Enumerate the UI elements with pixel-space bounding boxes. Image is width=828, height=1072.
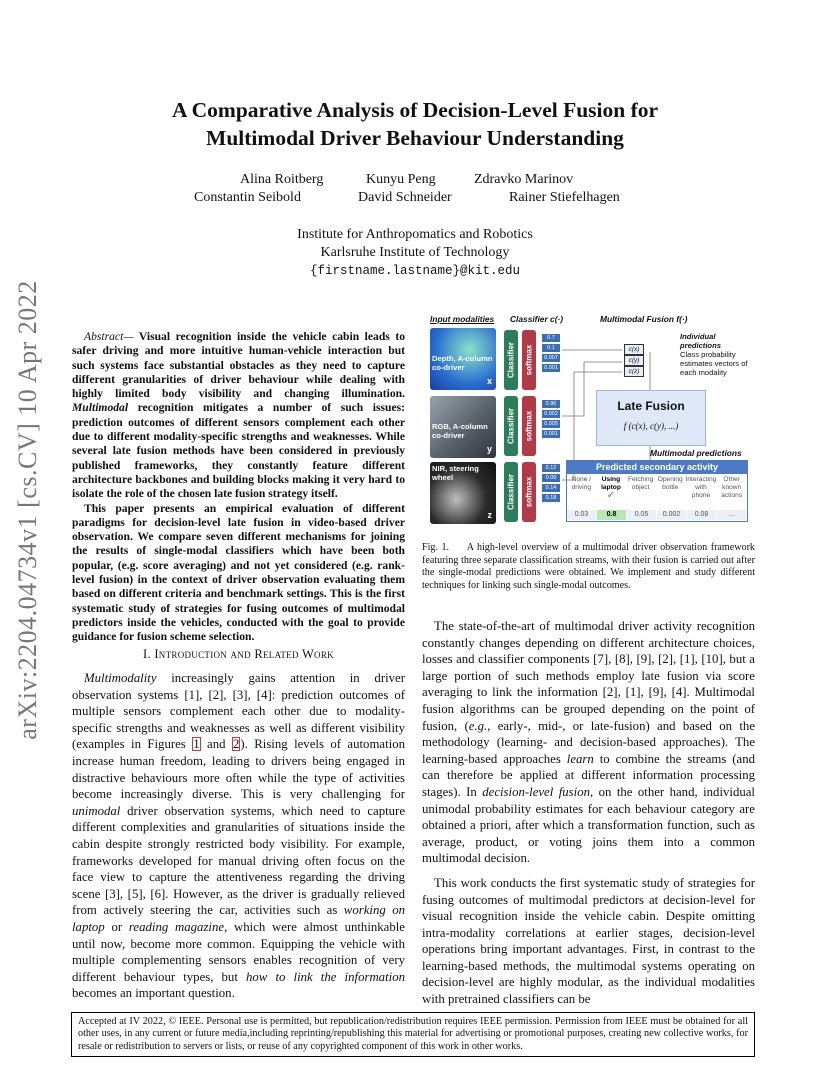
intro-em-unimodal: unimodal — [72, 803, 121, 818]
intro-text: and — [200, 737, 232, 752]
paper-title — [120, 96, 710, 152]
class-label: Interacting with phone — [686, 474, 718, 510]
c-x-box: c(x) — [624, 344, 644, 355]
right-text: to combine the streams (and can therefore be applied at different information processing stages). In — [422, 751, 756, 799]
modality-label: Depth, A-column co-driver — [432, 354, 493, 372]
softmax-block: softmax — [522, 330, 536, 390]
affiliation-institute: Institute for Anthropomatics and Robotics — [297, 227, 533, 242]
classifier-block: Classifier — [504, 462, 518, 522]
title-line-1: A Comparative Analysis of Decision-Level Fusion for — [171, 98, 659, 122]
author-6: Rainer Stiefelhagen — [509, 190, 620, 205]
intro-text: increasingly gains attention in driver observation systems [1], [2], [3], [4]: prediction outcomes of multiple sensors complement each other due to modality-specific strengths and weaknesses as well as different visibility (examples in Figures — [72, 671, 405, 752]
arxiv-watermark — [8, 280, 48, 740]
author-2: Kunyu Peng — [366, 172, 436, 187]
softmax-block: softmax — [522, 396, 536, 456]
fig-input-label: Input modalities — [430, 314, 495, 324]
author-1: Alina Roitberg — [240, 172, 324, 187]
intro-em-laptop: working on laptop — [72, 903, 405, 934]
caption-text: A high-level overview of a multimodal driver observation framework featuring three separate classification streams, with their fusion is carried out after the single-modal predictions were obtained. We implement and study different techniques for linking such single-modal outcomes. — [422, 542, 755, 591]
author-5: David Schneider — [358, 190, 452, 205]
intro-em-multimodality: Multimodality — [84, 671, 157, 685]
author-3: Zdravko Marinov — [474, 172, 574, 187]
figure-2-link[interactable]: 2 — [232, 737, 240, 752]
class-label-highlight: Using laptop ✓ — [597, 474, 627, 510]
class-score-highlight: 0.8 — [597, 510, 627, 520]
late-fusion-box: Late Fusion f (c(x), c(y), ...) — [596, 390, 706, 446]
score-vector-x: 0.7 0.1 0.007 0.001 — [542, 334, 560, 374]
class-label: Opening bottle — [656, 474, 686, 510]
individual-predictions-note: Individual predictions Class probability estimates vectors of each modality — [680, 332, 748, 377]
class-score: 0.03 — [567, 510, 597, 520]
intro-text: or — [104, 919, 129, 934]
right-em: e.g. — [468, 718, 488, 733]
score-vector-z: 0.12 0.09 0.14 0.18 — [542, 464, 560, 504]
classifier-block: Classifier — [504, 396, 518, 456]
predicted-activity-table — [566, 460, 748, 522]
caption-label: Fig. 1. — [422, 542, 450, 553]
class-label: Other known actions — [717, 474, 747, 510]
figure-1-link[interactable]: 1 — [193, 737, 200, 752]
multimodal-predictions-label: Multimodal predictions — [650, 448, 742, 458]
class-label: None / driving — [567, 474, 597, 510]
abstract-text-1: Visual recognition inside the vehicle cabin leads to safer driving and more intuitive human-vehicle interaction but such systems face substantial obstacles as they need to capture different granularities of driver behaviour while dealing with highly limited body visibility and changing illumination. — [72, 330, 405, 401]
intro-paragraph — [72, 670, 405, 1002]
abstract — [72, 330, 405, 645]
right-em: learn — [566, 751, 594, 766]
abstract-label: Abstract— — [84, 330, 134, 343]
modality-tag: z — [487, 510, 492, 520]
class-score: 0.08 — [687, 510, 717, 520]
intro-em-magazine: reading magazine — [128, 919, 225, 934]
modality-tag: y — [486, 444, 492, 454]
predicted-header: Predicted secondary activity — [567, 461, 747, 474]
intro-em-link: how to link the information — [246, 969, 405, 984]
arxiv-id: arXiv:2204.04734v1 [cs.CV] 10 Apr 2022 — [13, 280, 42, 740]
classifier-block: Classifier — [504, 330, 518, 390]
intro-text: , which were almost unthinkable until now, become more common. Equipping the vehicle with multiple complementing sensors enables recognition of very different behaviour types, but — [72, 919, 405, 984]
right-text: , early-, mid-, or late-fusion) and based on the methodology (learning- and decision-based approaches). The learning-based approaches — [422, 718, 755, 766]
right-text: , on the other hand, individual unimodal probability estimates for each behaviour category are obtained a priori, after which a transformation function, such as average, product, or voting joins them into a common multimodal decision. — [422, 784, 755, 866]
right-paragraph-2: This work conducts the first systematic study of strategies for fusing outcomes of multimodal predictors at decision-level for visual recognition inside the vehicle cabin. Despite omitting intra-modality correlations at earlier stages, decision-level operations bring important advantages. First, in contrast to the learning-based methods, the multimodal systems operating on decision-level are highly modular, as the individual modalities with pretrained classifiers can be — [422, 875, 755, 1007]
abstract-text-2: This paper presents an empirical evaluation of different paradigms for decision-level late fusion in video-based driver observation. We compare seven different mechanisms for joining the results of single-modal classifiers which have been both popular, (e.g. score averaging) and not yet considered (e.g. rank-level fusion) in the context of driver observation evaluating them based on different criteria and benchmark settings. This is the first systematic study of strategies for fusing outcomes of multimodal predictors inside the vehicles, conducted with the goal to provide guidance for fusion scheme selection. — [72, 501, 405, 644]
right-column-text — [422, 618, 755, 1008]
class-score: 0.05 — [627, 510, 657, 520]
class-score: ... — [717, 510, 747, 520]
c-z-box: c(z) — [624, 366, 644, 377]
modality-tag: x — [486, 376, 492, 386]
intro-text: driver observation systems, which need to capture different complexities and granularities of situations inside the cabin despite strongly restricted body visibility. For example, frameworks developed for manual driving often focus on the face view to capture the attentiveness regarding the driving scene [3], [5], [6]. However, as the driver is gradually relieved from actively steering the car, activities such as — [72, 803, 405, 918]
author-email: {firstname.lastname}@kit.edu — [309, 264, 521, 278]
right-em: decision-level fusion — [482, 784, 590, 799]
class-label: Fetching object — [626, 474, 656, 510]
fig-classifier-label: Classifier c(·) — [510, 314, 564, 324]
figure-caption — [422, 542, 755, 592]
section-heading: I. Introduction and Related Work — [143, 647, 334, 661]
figure-1 — [424, 312, 756, 522]
copyright-notice: Accepted at IV 2022, © IEEE. Personal use is permitted, but republication/redistribution requires IEEE permission. Permission from IEEE must be obtained for all other uses, in any current or future media,including reprinting/republishing this material for advertising or promotional purposes, creating new collective works, for resale or redistribution to servers or lists, or reuse of any copyrighted component of this work in other works. — [71, 1012, 755, 1057]
c-y-box: c(y) — [624, 355, 644, 366]
fig-fusion-label: Multimodal Fusion f(·) — [600, 314, 688, 324]
title-line-2: Multimodal Driver Behaviour Understanding — [206, 126, 624, 150]
modality-label: NIR, steering wheel — [432, 464, 479, 482]
affiliation-university: Karlsruhe Institute of Technology — [320, 245, 510, 260]
abstract-multimodal: Multimodal — [72, 401, 129, 415]
intro-text: ). Rising levels of automation increase human freedom, leading to drivers being engaged in distractive behaviours more often while the type of activities become increasingly diverse. This is very challenging for — [72, 737, 405, 802]
right-text: The state-of-the-art of multimodal driver activity recognition constantly changes depending on different architecture choices, losses and classifier components [7], [8], [9], [2], [1], [10], but a large portion of such methods employ late fusion via score averaging to link the information [2], [1], [9], [4]. Multimodal fusion algorithms can be grouped depending on the point of fusion, ( — [422, 619, 755, 733]
intro-text: becomes an important question. — [72, 986, 235, 1001]
class-score: 0.002 — [657, 510, 687, 520]
score-vector-y: 0.96 0.002 0.005 0.001 — [542, 400, 560, 440]
affiliation — [200, 226, 630, 280]
author-4: Constantin Seibold — [194, 190, 301, 205]
abstract-text-1b: recognition mitigates a number of such issues: prediction outcomes of different sensors complement each other due to different modality-specific strengths and weaknesses. While several late fusion methods have been considered in previously published frameworks, they constantly feature different architecture backbones and building blocks making it very hard to isolate the role of the chosen late fusion strategy itself. — [72, 401, 405, 501]
softmax-block: softmax — [522, 462, 536, 522]
modality-label: RGB, A-column co-driver — [432, 422, 488, 440]
